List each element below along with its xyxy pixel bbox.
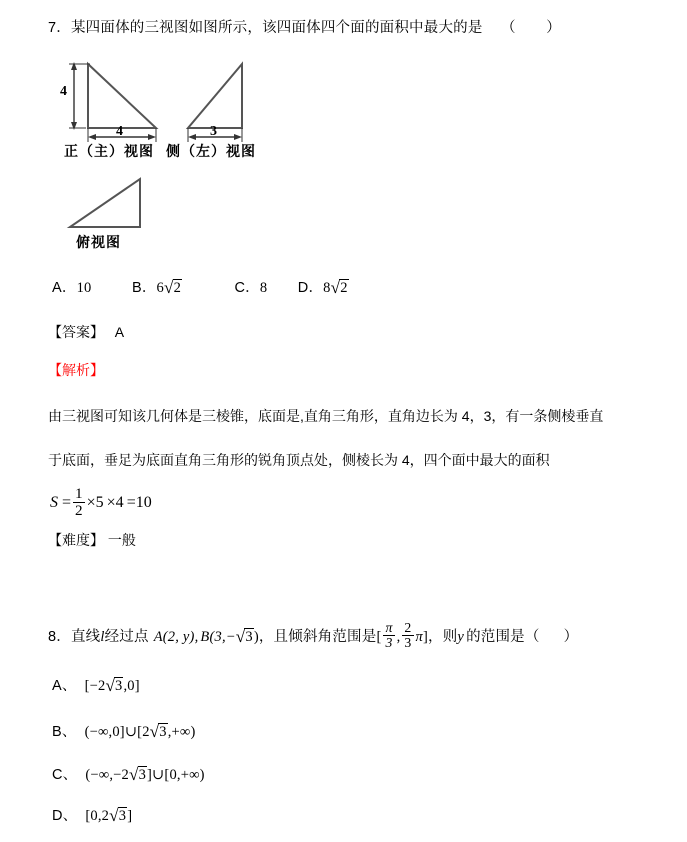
formula-lhs: S <box>50 494 58 512</box>
question-8-stem <box>48 622 578 652</box>
question-7-options <box>52 278 349 298</box>
top-view-label: 俯视图 <box>76 236 121 251</box>
question-8-stem-part4: ，则 <box>428 628 458 645</box>
answer-row <box>48 322 124 342</box>
side-view-svg <box>180 58 270 143</box>
question-7-paren-close: ） <box>546 20 561 36</box>
option-c-8-sqrt <box>129 766 147 784</box>
question-8-point-b-suffix: ) <box>253 628 259 645</box>
front-view-svg <box>60 58 165 143</box>
analysis-formula <box>50 487 152 520</box>
question-8-stem-part1: 8．直线 <box>48 628 101 645</box>
question-8-line-var: l <box>100 628 105 645</box>
question-8-point-b-radicand: 3 <box>245 629 253 646</box>
question-8-point-a: A(2, y), <box>153 628 199 645</box>
option-b-8-key: B、 <box>52 724 77 741</box>
option-d-7[interactable] <box>298 278 349 298</box>
option-b-8-sqrt <box>150 723 168 741</box>
question-7-stem-text: 7．某四面体的三视图如图所示，该四面体四个面的面积中最大的是 <box>48 20 483 36</box>
question-8-range-frac-2 <box>402 621 413 651</box>
question-8-stem-part5: 的范围是（ <box>466 628 540 645</box>
formula-frac-numerator: 1 <box>75 485 83 502</box>
radical-icon: √ <box>149 722 160 742</box>
side-view-horizontal-dim: 3 <box>210 124 217 139</box>
option-d-7-sqrt <box>331 279 349 297</box>
radical-icon: √ <box>105 676 116 696</box>
option-d-8[interactable] <box>52 806 132 826</box>
option-d-8-t2: ] <box>127 808 133 825</box>
option-c-7-value: 8 <box>259 280 268 297</box>
option-b-7-key: B． <box>131 280 157 297</box>
question-8-range-frac-1 <box>383 621 394 651</box>
question-8-range-open: [ <box>376 628 382 645</box>
option-a-7-value: 10 <box>76 280 92 297</box>
option-b-7-coefficient: 6 <box>156 280 164 297</box>
range-frac-1-den: 3 <box>385 635 393 651</box>
option-a-8-key: A、 <box>52 678 77 695</box>
option-c-7-key: C． <box>234 280 260 297</box>
side-view-figure <box>180 58 270 143</box>
difficulty-value: 一般 <box>107 532 136 548</box>
option-c-8-radicand: 3 <box>138 767 147 784</box>
option-b-7[interactable] <box>132 278 182 298</box>
option-d-7-radicand: 2 <box>340 280 348 297</box>
radical-icon: √ <box>128 765 139 785</box>
option-d-8-sqrt <box>109 807 127 825</box>
range-frac-2-num: 2 <box>404 620 412 635</box>
question-8-range-pi: π <box>415 628 423 645</box>
option-a-8-t0: [−2 <box>84 678 106 695</box>
formula-fraction <box>73 486 85 519</box>
formula-factor-1: ×5 <box>86 494 104 512</box>
option-d-8-key: D、 <box>52 808 78 825</box>
radical-icon: √ <box>163 278 174 298</box>
option-a-7[interactable] <box>52 278 91 298</box>
option-c-8-t0: (−∞,−2 <box>85 767 129 784</box>
range-frac-2-den: 3 <box>404 635 412 651</box>
option-a-8-radicand: 3 <box>115 678 123 695</box>
option-d-8-radicand: 3 <box>118 808 127 825</box>
option-a-8-sqrt <box>105 677 123 695</box>
option-b-8-radicand: 3 <box>159 724 167 741</box>
range-frac-1-num: π <box>385 620 393 635</box>
radical-icon: √ <box>330 278 341 298</box>
top-view-svg <box>62 175 162 233</box>
question-8-point-b-sqrt <box>236 628 254 646</box>
option-b-8[interactable] <box>52 722 195 742</box>
radical-icon: √ <box>109 806 119 826</box>
question-8-paren-close: ） <box>563 628 579 645</box>
option-d-7-coefficient: 8 <box>323 280 331 297</box>
question-8-var-y: y <box>457 628 465 645</box>
option-a-8[interactable] <box>52 676 140 696</box>
option-c-8[interactable] <box>52 765 205 785</box>
side-view-label: 侧（左）视图 <box>166 145 256 160</box>
option-c-8-t2: ]∪[0,+∞) <box>147 767 205 784</box>
front-view-horizontal-dim: 4 <box>116 124 123 139</box>
front-view-vertical-dim: 4 <box>60 84 67 99</box>
front-view-figure <box>60 58 165 143</box>
option-b-8-t2: ,+∞) <box>167 724 196 741</box>
option-b-7-sqrt <box>164 279 182 297</box>
formula-frac-denominator: 2 <box>75 501 83 519</box>
option-d-8-t0: [0,2 <box>85 808 110 825</box>
question-8-point-b-prefix: B(3,− <box>200 628 236 645</box>
answer-value: A <box>114 324 125 340</box>
question-7-paren-open: （ <box>501 20 516 36</box>
answer-label: 【答案】 <box>48 324 104 340</box>
radical-icon: √ <box>235 627 246 647</box>
difficulty-row <box>48 530 136 550</box>
option-a-7-key: A． <box>52 280 77 297</box>
front-view-label: 正（主）视图 <box>64 145 154 160</box>
formula-factor-2: ×4 <box>106 494 124 512</box>
option-c-7[interactable] <box>235 278 268 298</box>
option-b-7-radicand: 2 <box>173 280 182 297</box>
question-8-range-comma: , <box>396 628 401 645</box>
formula-equals: = <box>62 494 72 512</box>
question-8-range-close: ] <box>422 628 429 645</box>
option-c-8-key: C、 <box>52 767 78 784</box>
top-view-figure <box>62 175 162 233</box>
question-7-stem <box>48 18 561 38</box>
question-8-stem-part2: 经过点 <box>104 628 149 645</box>
analysis-label: 【解析】 <box>48 362 104 378</box>
option-d-7-key: D． <box>297 280 324 297</box>
difficulty-label: 【难度】 <box>48 532 104 548</box>
question-8-stem-part3: ，且倾斜角范围是 <box>258 628 377 645</box>
analysis-line-1: 由三视图可知该几何体是三棱锥，底面是,直角三角形，直角边长为 4，3，有一条侧棱垂直 <box>48 408 604 424</box>
option-a-8-t2: ,0] <box>123 678 140 695</box>
formula-result: =10 <box>126 494 152 512</box>
option-b-8-t0: (−∞,0]∪[2 <box>84 724 150 741</box>
analysis-line-2: 于底面，垂足为底面直角三角形的锐角顶点处，侧棱长为 4，四个面中最大的面积 <box>48 452 550 468</box>
